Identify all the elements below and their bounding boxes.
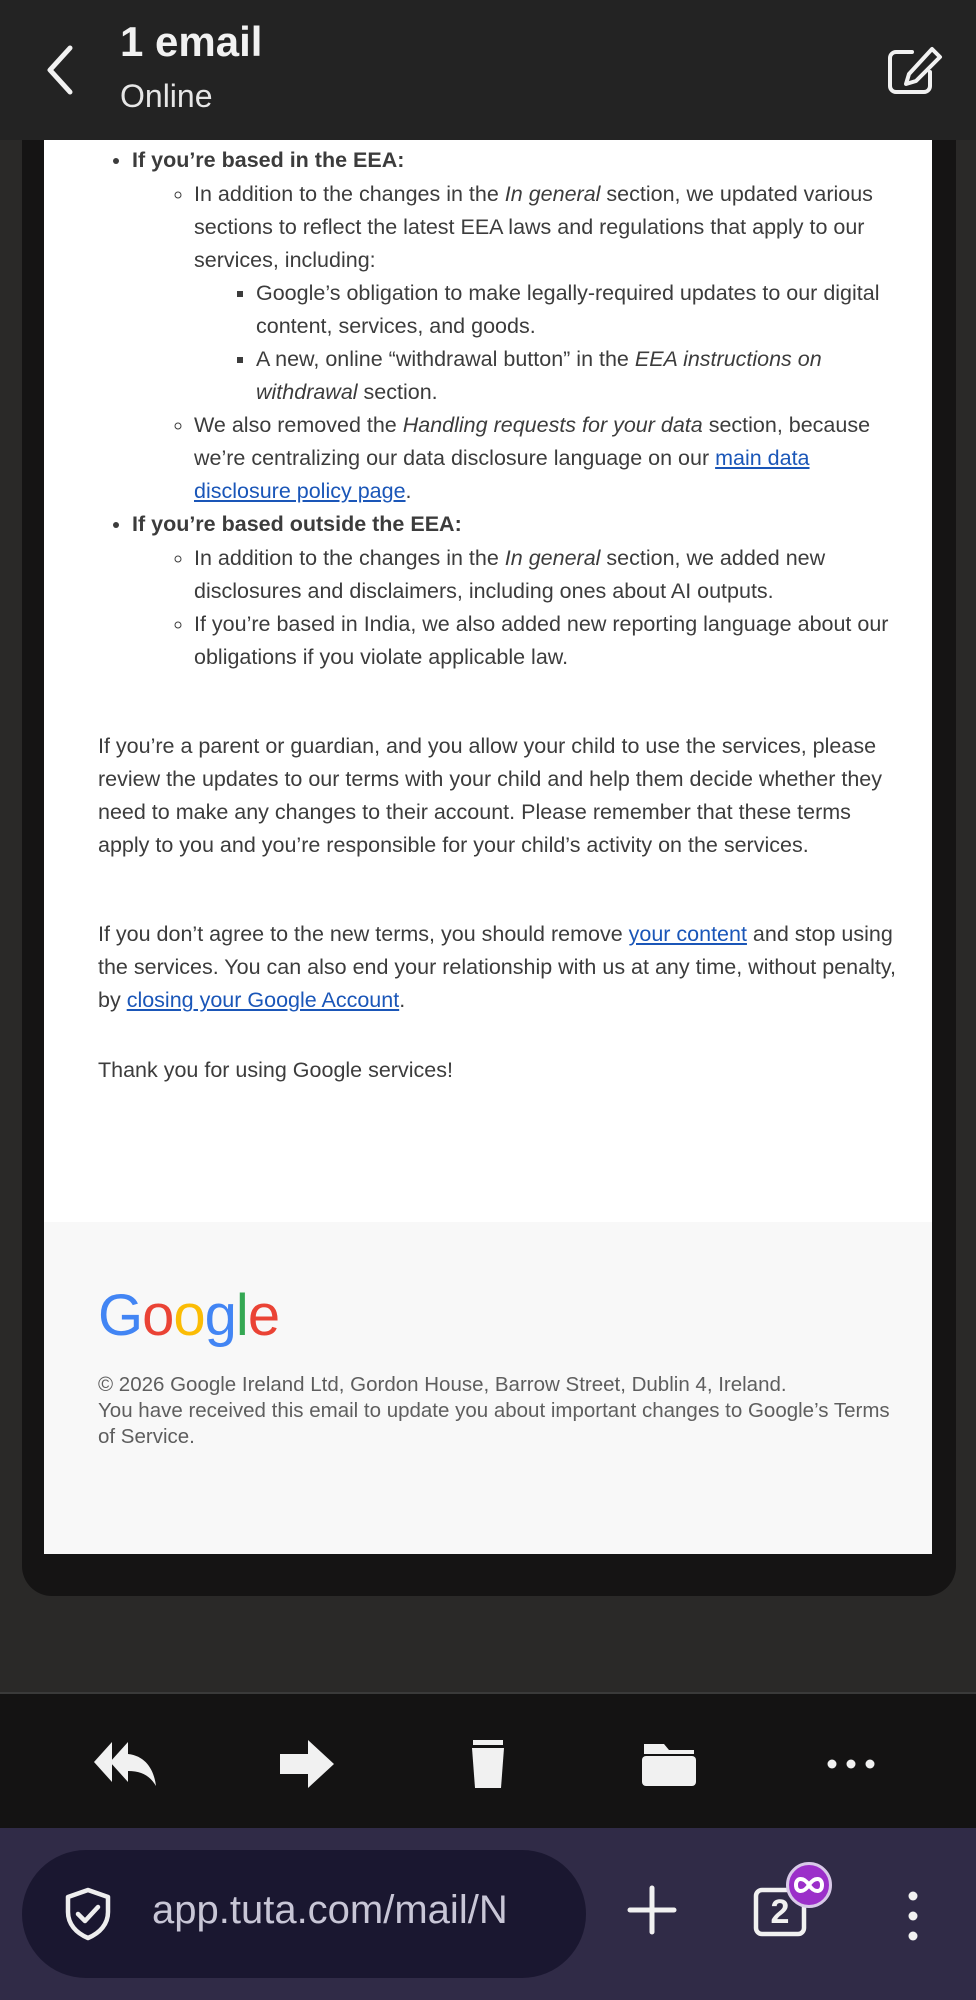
logo-letter: l <box>235 1283 248 1348</box>
logo-letter: g <box>204 1283 236 1348</box>
thanks-text: Thank you for using Google services! <box>98 1058 453 1082</box>
text-emphasis: EEA instructions on withdrawal <box>256 347 822 404</box>
text: Google’s obligation to make legally-required updates to our digital content, services, and goods. <box>256 281 880 338</box>
text-emphasis: Handling requests for your data <box>402 413 703 437</box>
google-logo <box>98 1282 279 1349</box>
your-content-link[interactable]: your content <box>628 922 747 946</box>
text-emphasis: In general <box>504 546 601 570</box>
footer-notice: You have received this email to update you about important changes to Google’s Terms of Service. <box>98 1399 890 1448</box>
private-tab-badge <box>786 1862 832 1908</box>
text: A new, online “withdrawal button” in the <box>256 347 635 371</box>
logo-letter: o <box>173 1283 205 1348</box>
infinity-icon <box>789 1865 829 1905</box>
forward-icon[interactable] <box>272 1736 342 1792</box>
text: We also removed the <box>194 413 403 437</box>
email-content <box>98 140 898 1087</box>
email-footer <box>44 1222 932 1554</box>
data-disclosure-policy-link[interactable]: main data disclosure policy page <box>194 446 810 503</box>
text: If you’re based in India, we also added new reporting language about our obligations if you violate applicable law. <box>194 612 889 669</box>
more-horizontal-icon[interactable] <box>816 1736 886 1792</box>
mail-action-toolbar <box>0 1692 976 1828</box>
back-arrow-icon[interactable] <box>40 40 80 100</box>
email-body <box>44 140 932 1222</box>
browser-menu-icon[interactable] <box>898 1890 928 1942</box>
disagree-paragraph <box>98 918 898 1017</box>
list-item <box>194 542 898 608</box>
text: section, we added new disclosures and disclaimers, including ones about AI outputs. <box>194 546 826 603</box>
compose-icon[interactable] <box>886 46 944 96</box>
list-item <box>132 144 898 508</box>
text: In addition to the changes in the <box>194 546 505 570</box>
list-item <box>194 409 898 508</box>
list-item <box>256 343 898 409</box>
text: section, because we’re centralizing our data disclosure language on our <box>194 413 871 470</box>
app-header <box>0 0 976 140</box>
parent-paragraph: If you’re a parent or guardian, and you allow your child to use the services, please review the updates to our terms with your child and help them decide whether they need to make any changes to their account. Please remember that these terms apply to you and you’re responsible for your child’s activity on the services. <box>98 734 882 857</box>
list-item <box>132 508 898 674</box>
footer-address: © 2026 Google Ireland Ltd, Gordon House, Barrow Street, Dublin 4, Ireland. <box>98 1373 787 1396</box>
logo-letter: o <box>142 1283 174 1348</box>
text-emphasis: In general <box>504 182 601 206</box>
text: If you don’t agree to the new terms, you should remove <box>98 922 629 946</box>
close-google-account-link[interactable]: closing your Google Account <box>126 988 400 1012</box>
folder-icon[interactable] <box>634 1736 704 1792</box>
shield-check-icon[interactable] <box>60 1886 116 1942</box>
text: section. <box>357 380 438 404</box>
text: and stop using the services. You can also end your relationship with us at any time, without penalty, by <box>98 922 896 1012</box>
text: section, we updated various sections to reflect the latest EEA laws and regulations that apply to our services, including: <box>194 182 873 272</box>
text: In addition to the changes in the <box>194 182 505 206</box>
url-text: app.tuta.com/mail/N <box>152 1888 508 1932</box>
page-title: 1 email <box>120 18 263 65</box>
tab-count: 2 <box>770 1893 790 1931</box>
section-heading-outside-eea: If you’re based outside the EEA: <box>132 512 462 536</box>
footer-text <box>98 1372 898 1450</box>
new-tab-plus-icon[interactable] <box>626 1884 678 1936</box>
logo-letter: e <box>247 1283 280 1348</box>
list-item <box>194 178 898 409</box>
text: . <box>405 479 412 503</box>
text: . <box>399 988 406 1012</box>
logo-letter: G <box>98 1283 143 1348</box>
section-heading-eea: If you’re based in the EEA: <box>132 148 405 172</box>
connection-status: Online <box>120 78 213 114</box>
list-item <box>256 277 898 343</box>
trash-icon[interactable] <box>453 1736 523 1792</box>
list-item <box>194 608 898 674</box>
reply-all-icon[interactable] <box>90 1736 160 1792</box>
address-bar[interactable] <box>22 1850 586 1978</box>
browser-bar <box>0 1828 976 2000</box>
